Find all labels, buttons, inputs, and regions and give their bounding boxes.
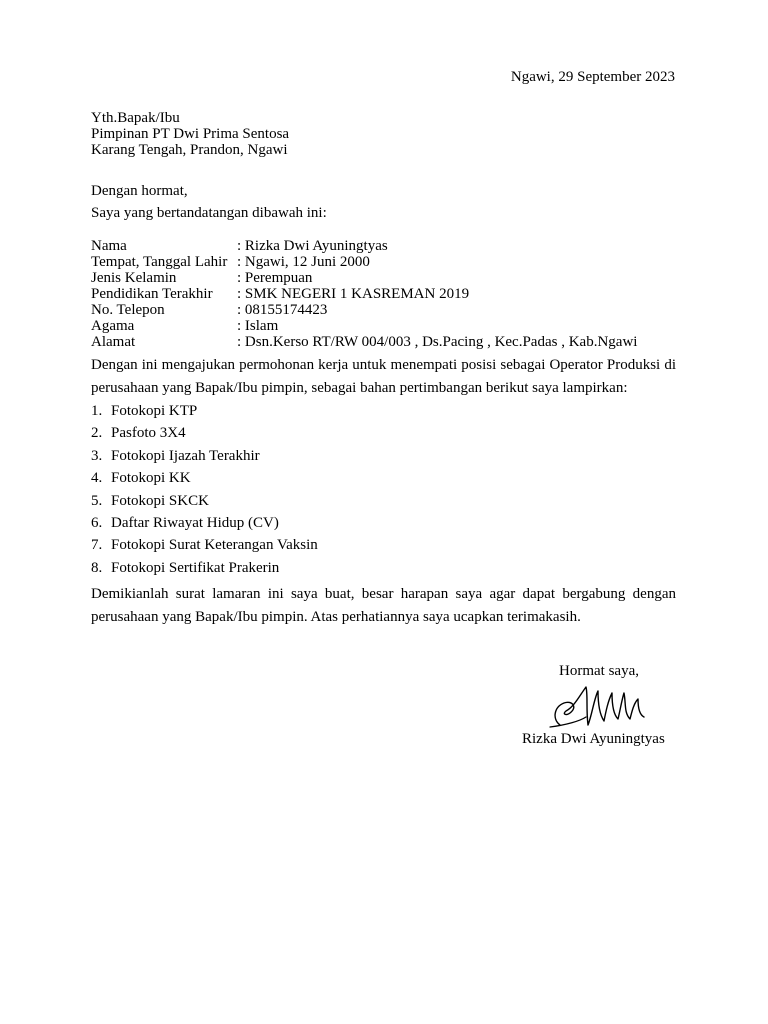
- list-item: [91, 467, 318, 489]
- list-item: [91, 490, 318, 512]
- recipient-line: Pimpinan PT Dwi Prima Sentosa: [91, 126, 290, 142]
- identity-label: Pendidikan Terakhir: [91, 286, 213, 302]
- identity-label: Tempat, Tanggal Lahir: [91, 254, 228, 270]
- list-item: [91, 422, 318, 444]
- list-number: 8.: [91, 559, 103, 576]
- recipient-line: Yth.Bapak/Ibu: [91, 110, 180, 126]
- identity-row: [91, 286, 637, 302]
- list-text: Fotokopi Sertifikat Prakerin: [111, 559, 280, 576]
- attachment-list: [91, 400, 318, 579]
- list-number: 1.: [91, 403, 103, 419]
- list-number: 3.: [91, 447, 103, 464]
- recipient-line: Karang Tengah, Prandon, Ngawi: [91, 142, 288, 158]
- list-item: [91, 400, 318, 422]
- list-text: Pasfoto 3X4: [111, 425, 186, 442]
- identity-row: [91, 318, 637, 334]
- identity-value: : 08155174423: [237, 302, 328, 318]
- list-item: [91, 557, 318, 579]
- list-text: Fotokopi SKCK: [111, 492, 209, 509]
- identity-label: No. Telepon: [91, 302, 165, 318]
- identity-value: : Perempuan: [237, 270, 313, 286]
- list-item: [91, 534, 318, 556]
- identity-value: : Rizka Dwi Ayuningtyas: [237, 238, 388, 254]
- application-paragraph: Dengan ini mengajukan permohonan kerja untuk menempati posisi sebagai Operator Produksi di perusahaan yang Bapak/Ibu pimpin, sebagai bahan pertimbangan berikut saya lampirkan:: [91, 357, 676, 396]
- opening-block: [91, 183, 327, 227]
- letter-date: Ngawi, 29 September 2023: [510, 69, 675, 85]
- recipient-block: [91, 110, 289, 158]
- identity-row: [91, 238, 637, 254]
- list-number: 6.: [91, 514, 103, 531]
- list-item: [91, 512, 318, 534]
- list-text: Fotokopi Ijazah Terakhir: [111, 447, 260, 464]
- identity-row: [91, 334, 637, 350]
- list-number: 4.: [91, 470, 103, 487]
- identity-row: [91, 254, 637, 270]
- list-text: Fotokopi Surat Keterangan Vaksin: [111, 537, 318, 554]
- signer-name: Rizka Dwi Ayuningtyas: [522, 731, 665, 747]
- identity-value: : Dsn.Kerso RT/RW 004/003 , Ds.Pacing , Kec.Padas , Kab.Ngawi: [237, 334, 638, 350]
- identity-label: Nama: [91, 238, 127, 254]
- identity-label: Agama: [91, 318, 135, 334]
- list-text: Fotokopi KTP: [111, 403, 198, 419]
- identity-value: : Ngawi, 12 Juni 2000: [237, 254, 370, 270]
- identity-label: Alamat: [91, 334, 136, 350]
- list-text: Fotokopi KK: [111, 470, 191, 487]
- identity-row: [91, 270, 637, 286]
- list-item: [91, 445, 318, 467]
- identity-row: [91, 302, 637, 318]
- closing-paragraph: Demikianlah surat lamaran ini saya buat, besar harapan saya agar dapat bergabung dengan perusahaan yang Bapak/Ibu pimpin. Atas perhatiannya saya ucapkan terimakasih.: [91, 586, 676, 625]
- intro-line: Saya yang bertandatangan dibawah ini:: [91, 205, 327, 221]
- list-number: 5.: [91, 492, 103, 509]
- identity-value: : Islam: [237, 318, 279, 334]
- identity-label: Jenis Kelamin: [91, 270, 177, 286]
- identity-value: : SMK NEGERI 1 KASREMAN 2019: [237, 286, 470, 302]
- signature-image: [546, 681, 650, 733]
- greeting: Dengan hormat,: [91, 183, 188, 199]
- list-number: 2.: [91, 425, 103, 442]
- list-number: 7.: [91, 537, 103, 554]
- signoff: Hormat saya,: [559, 663, 639, 679]
- identity-table: [91, 238, 637, 350]
- list-text: Daftar Riwayat Hidup (CV): [111, 514, 279, 531]
